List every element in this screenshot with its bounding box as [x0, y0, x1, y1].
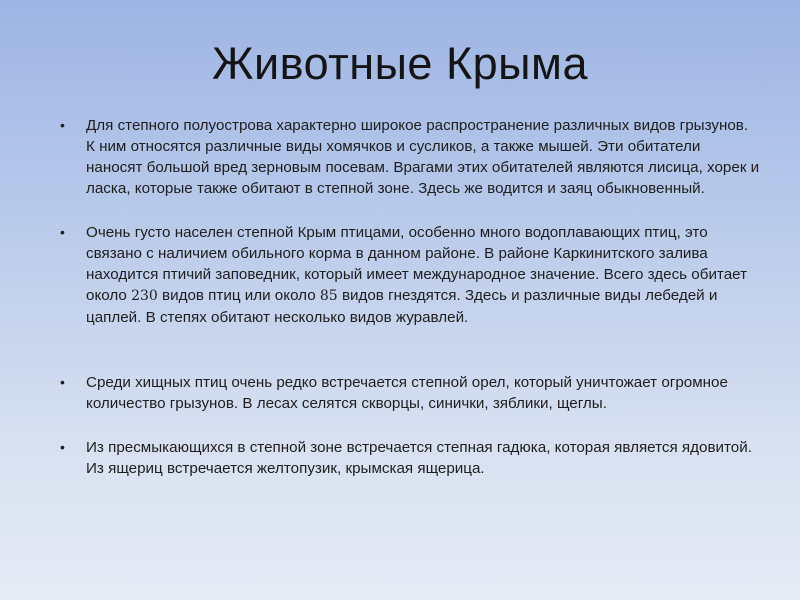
bullet-item-predatory-birds — [60, 372, 760, 414]
bullet-text: Для степного полуострова характерно широкое распространение различных видов грызунов. К ним относятся различные виды хомячков и сусликов, а также мышей. Эти обитатели наносят большой вред зерновым посевам. Врагами этих обитателей являются лисица, хорек и ласка, которые также обитают в степной зоне. Здесь же водится и заяц обыкновенный. — [86, 117, 760, 197]
bullet-text: Среди хищных птиц очень редко встречается степной орел, который уничтожает огромное количество грызунов. В лесах селятся скворцы, синички, зяблики, щеглы. — [86, 374, 728, 412]
bullet-item-rodents — [60, 115, 760, 199]
bullet-text: Из пресмыкающихся в степной зоне встречается степная гадюка, которая является ядовитой. Из ящериц встречается желтопузик, крымская ящерица. — [86, 439, 752, 477]
bullet-marker: • — [60, 439, 65, 455]
bullet-item-birds — [60, 222, 760, 328]
bullet-marker: • — [60, 117, 65, 133]
bullet-text-part1: Очень густо населен степной Крым птицами, особенно много водоплавающих птиц, это связано с наличием обильного корма в данном районе. В районе Каркинитского залива находится птичий заповедник, который имеет международное значение. Всего здесь обитает около — [86, 224, 748, 304]
bullet-text-part3: видов гнездятся. Здесь и различные виды лебедей и цаплей. В степях обитают несколько видов журавлей. — [86, 287, 718, 326]
bullet-marker: • — [60, 224, 65, 240]
bird-species-count: 230 — [131, 288, 158, 304]
bullet-marker: • — [60, 374, 65, 390]
nesting-species-count: 85 — [319, 288, 338, 304]
slide-title: Животные Крыма — [211, 38, 588, 89]
bullet-list — [60, 115, 760, 479]
bullet-text-part2: видов птиц или около — [157, 287, 320, 304]
bullet-item-reptiles — [60, 437, 760, 479]
